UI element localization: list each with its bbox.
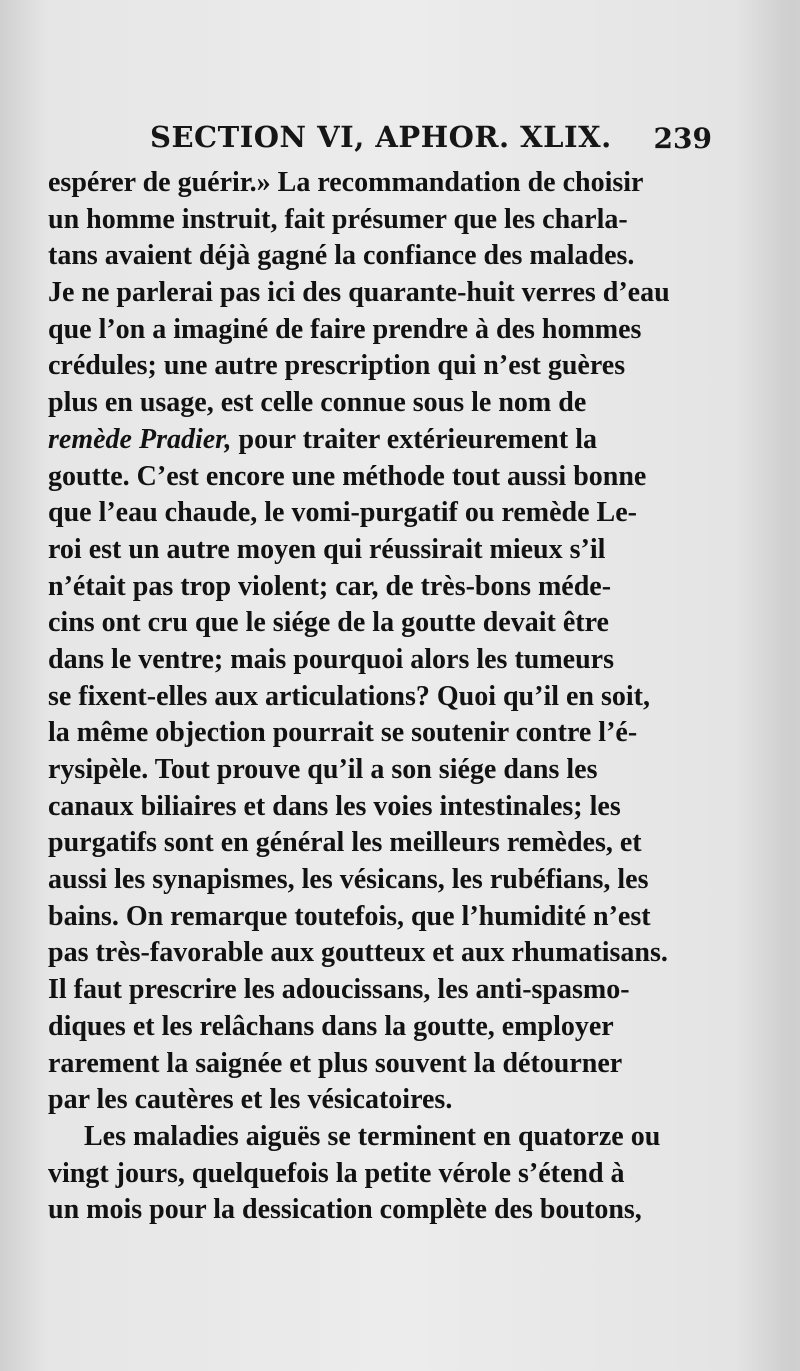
running-title: SECTION VI, APHOR. XLIX. — [150, 120, 612, 154]
page-edge-shadow — [782, 0, 800, 1371]
text-line: que l’on a imaginé de faire prendre à des hommes — [48, 313, 642, 345]
text-line: rysipèle. Tout prouve qu’il a son siége dans les — [48, 754, 598, 785]
page-number: 239 — [653, 122, 712, 155]
text-line: crédules; une autre prescription qui n’est guères — [48, 350, 626, 382]
text-line: roi est un autre moyen qui réussirait mieux s’il — [48, 533, 606, 565]
text-line: par les cautères et les vésicatoires. — [48, 1084, 453, 1116]
text-line: Il faut prescrire les adoucissans, les anti-spasmo- — [48, 974, 630, 1006]
text-line: cins ont cru que le siége de la goutte devait être — [48, 607, 609, 639]
text-line: plus en usage, est celle connue sous le nom de — [48, 387, 587, 419]
text-line: pas très-favorable aux goutteux et aux rhumatisans. — [48, 937, 668, 969]
text-line: canaux biliaires et dans les voies intestinales; les — [48, 790, 621, 822]
text-line: se fixent-elles aux articulations? Quoi qu’il en soit, — [48, 680, 650, 712]
text-line: Les maladies aiguës se terminent en quatorze ou — [84, 1120, 661, 1152]
line-remainder: pour traiter extérieurement la — [238, 423, 597, 455]
text-line: la même objection pourrait se soutenir contre l’é- — [48, 717, 638, 749]
italic-phrase: remède Pradier, — [48, 423, 232, 455]
text-line: dans le ventre; mais pourquoi alors les tumeurs — [48, 643, 614, 675]
text-line: Je ne parlerai pas ici des quarante-huit verres d’eau — [48, 277, 670, 309]
text-line: rarement la saignée et plus souvent la détourner — [48, 1047, 623, 1079]
text-line: vingt jours, quelquefois la petite vérole s’étend à — [48, 1157, 625, 1189]
text-line: tans avaient déjà gagné la confiance des malades. — [48, 240, 635, 272]
text-line: goutte. C’est encore une méthode tout aussi bonne — [48, 460, 647, 492]
text-line: que l’eau chaude, le vomi-purgatif ou remède Le- — [48, 497, 637, 529]
text-line-with-italic — [48, 422, 708, 459]
text-line: bains. On remarque toutefois, que l’humidité n’est — [48, 900, 651, 932]
text-line: aussi les synapismes, les vésicans, les rubéfians, les — [48, 864, 649, 896]
page-header — [130, 112, 720, 162]
text-line: purgatifs sont en général les meilleurs remèdes, et — [48, 827, 642, 859]
text-line: un mois pour la dessication complète des boutons, — [48, 1194, 642, 1226]
text-line: un homme instruit, fait présumer que les charla- — [48, 203, 628, 235]
text-line: diques et les relâchans dans la goutte, employer — [48, 1010, 614, 1042]
text-line: espérer de guérir.» La recommandation de choisir — [48, 167, 644, 198]
body-text — [48, 165, 708, 1229]
text-line: n’était pas trop violent; car, de très-bons méde- — [48, 570, 612, 602]
